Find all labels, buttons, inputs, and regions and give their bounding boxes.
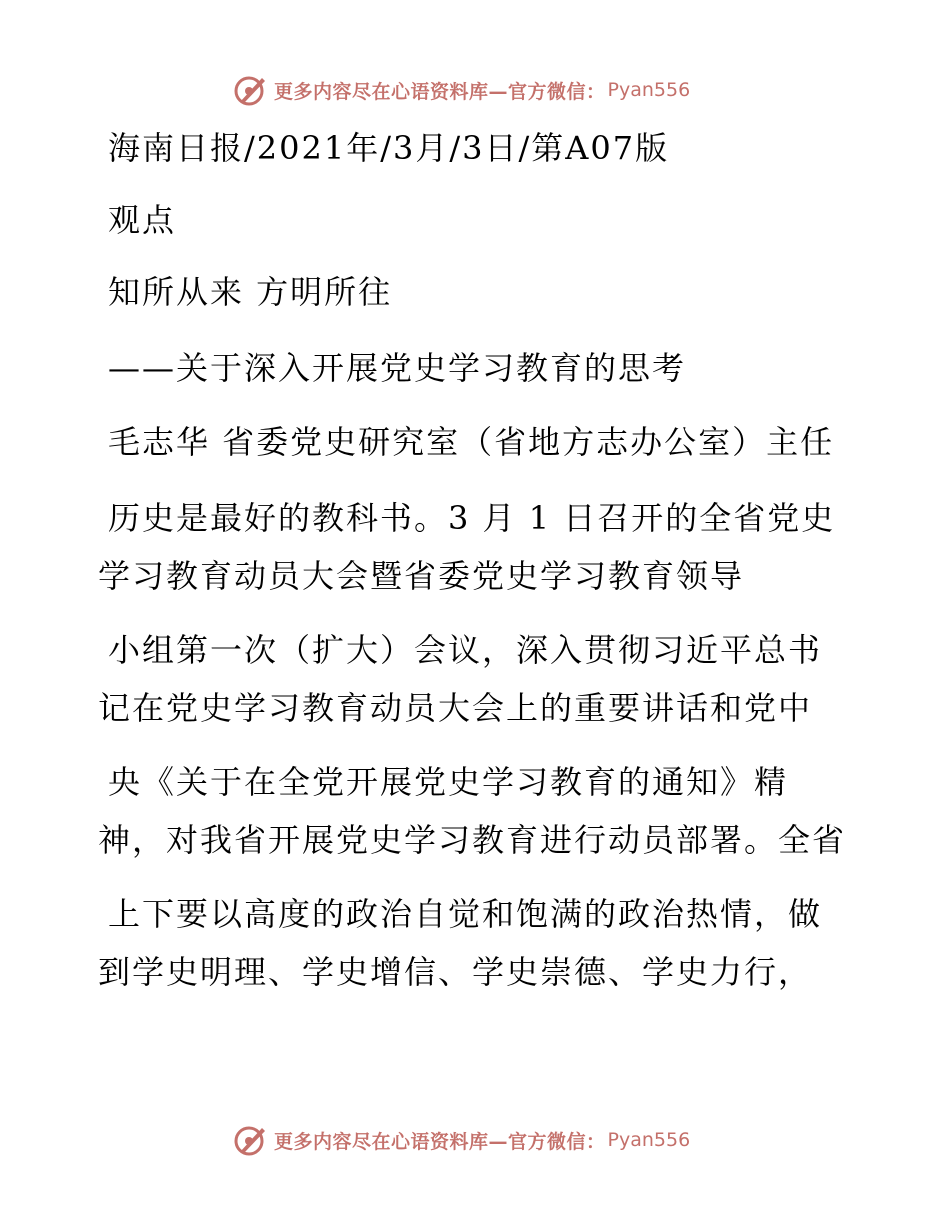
body-line: 神，对我省开展党史学习教育进行动员部署。全省: [98, 821, 847, 859]
article-subtitle: ——关于深入开展党史学习教育的思考: [108, 349, 687, 387]
watermark-wechat-id: Pyan556: [607, 1129, 691, 1151]
watermark-footer: [232, 1122, 690, 1158]
quill-logo-icon: [232, 72, 268, 108]
author-line: 毛志华 省委党史研究室（省地方志办公室）主任: [108, 423, 835, 461]
body-line: 学习教育动员大会暨省委党史学习教育领导: [98, 557, 745, 595]
watermark-text: 更多内容尽在心语资料库—官方微信：: [274, 80, 606, 103]
watermark-text: 更多内容尽在心语资料库—官方微信：: [274, 1130, 606, 1153]
watermark-wechat-id: Pyan556: [607, 79, 691, 101]
source-line: 海南日报/2021年/3月/3日/第A07版: [108, 129, 670, 167]
body-line: 到学史明理、学史增信、学史崇德、学史力行，: [98, 953, 813, 991]
body-line: 小组第一次（扩大）会议，深入贯彻习近平总书: [108, 631, 823, 669]
body-line: 记在党史学习教育动员大会上的重要讲话和党中: [98, 689, 813, 727]
quill-logo-icon: [232, 1122, 268, 1158]
body-line: 央《关于在全党开展党史学习教育的通知》精: [108, 763, 789, 801]
watermark-header: [232, 72, 690, 108]
section-label: 观点: [108, 201, 177, 239]
body-line: 历史是最好的教科书。3 月 1 日召开的全省党史: [108, 499, 836, 537]
body-line: 上下要以高度的政治自觉和饱满的政治热情，做: [108, 895, 823, 933]
article-title: 知所从来 方明所往: [108, 273, 393, 311]
